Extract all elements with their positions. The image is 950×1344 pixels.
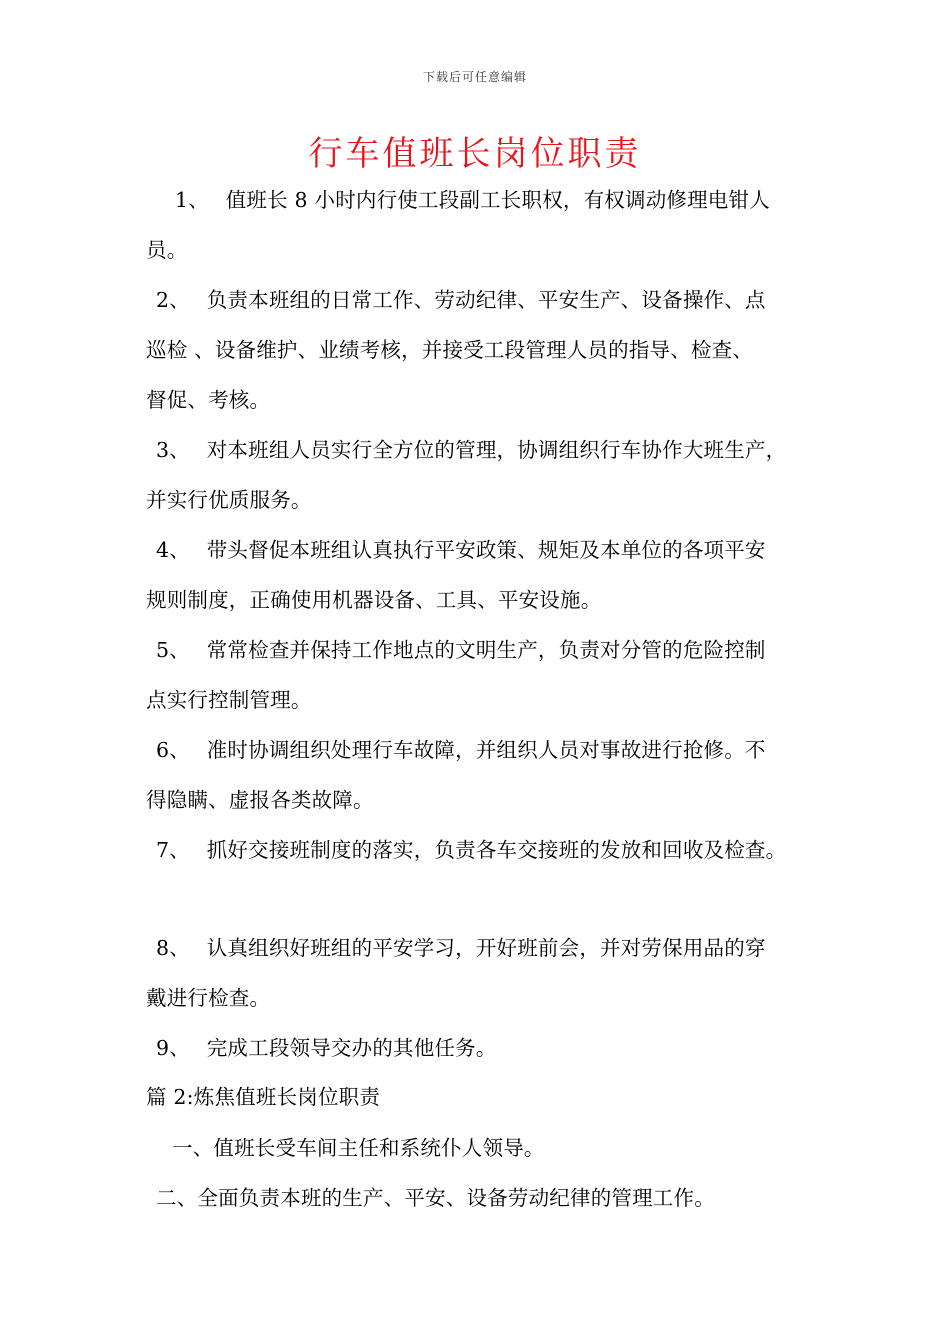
item-number: 3、 (156, 438, 190, 462)
item-2-line-2 (146, 336, 846, 364)
section-heading-text: 篇 2:炼焦值班长岗位职责 (146, 1085, 381, 1109)
item-9-line-1 (156, 1034, 856, 1062)
item-text: 二、全面负责本班的生产、平安、设备劳动纪律的管理工作。 (156, 1186, 715, 1210)
item-number: 1、 (175, 188, 209, 212)
item-text: 督促、考核。 (146, 388, 271, 412)
item-2-line-1 (156, 286, 856, 314)
item-text: 戴进行检查。 (146, 986, 271, 1010)
item-text: 值班长 8 小时内行使工段副工长职权，有权调动修理电钳人 (225, 188, 770, 212)
item-text: 完成工段领导交办的其他任务。 (206, 1036, 497, 1060)
item-3-line-1 (156, 436, 856, 464)
item-5-line-2 (146, 686, 846, 714)
item-text: 巡检 、设备维护、业绩考核，并接受工段管理人员的指导、检查、 (146, 338, 754, 362)
item-text: 对本班组人员实行全方位的管理，协调组织行车协作大班生产， (206, 438, 787, 462)
item-text: 认真组织好班组的平安学习，开好班前会，并对劳保用品的穿 (206, 936, 766, 960)
item-number: 4、 (156, 538, 190, 562)
item-text: 得隐瞒、虚报各类故障。 (146, 788, 374, 812)
section-2-heading (146, 1083, 846, 1111)
item-text: 准时协调组织处理行车故障，并组织人员对事故进行抢修。不 (206, 738, 766, 762)
item-number: 7、 (156, 838, 190, 862)
item-5-line-1 (156, 636, 856, 664)
item-8-line-2 (146, 984, 846, 1012)
item-text: 带头督促本班组认真执行平安政策、规矩及本单位的各项平安 (206, 538, 766, 562)
item-text: 点实行控制管理。 (146, 688, 312, 712)
item-text: 规则制度，正确使用机器设备、工具、平安设施。 (146, 588, 602, 612)
item-7-line-1 (156, 836, 856, 864)
item-number: 6、 (156, 738, 190, 762)
item-6-line-2 (146, 786, 846, 814)
item-text: 负责本班组的日常工作、劳动纪律、平安生产、设备操作、点 (206, 288, 766, 312)
item-8-line-1 (156, 934, 856, 962)
item-number: 5、 (156, 638, 190, 662)
item-text: 抓好交接班制度的落实，负责各车交接班的发放和回收及检查。 (206, 838, 787, 862)
item-3-line-2 (146, 486, 846, 514)
item-6-line-1 (156, 736, 856, 764)
item-1-line-2 (146, 236, 846, 264)
item-2-line-3 (146, 386, 846, 414)
item-4-line-2 (146, 586, 846, 614)
item-text: 并实行优质服务。 (146, 488, 312, 512)
document-title: 行车值班长岗位职责 (308, 134, 642, 174)
item-text: 员。 (146, 238, 188, 262)
item-text: 常常检查并保持工作地点的文明生产，负责对分管的危险控制 (206, 638, 766, 662)
item-number: 9、 (156, 1036, 190, 1060)
item-4-line-1 (156, 536, 856, 564)
item-number: 2、 (156, 288, 190, 312)
header-note: 下载后可任意编辑 (422, 70, 527, 84)
section-2-item-2 (156, 1184, 856, 1212)
item-1-line-1 (175, 186, 875, 214)
item-number: 8、 (156, 936, 190, 960)
item-text: 一、值班长受车间主任和系统仆人领导。 (172, 1136, 545, 1160)
section-2-item-1 (172, 1134, 872, 1162)
